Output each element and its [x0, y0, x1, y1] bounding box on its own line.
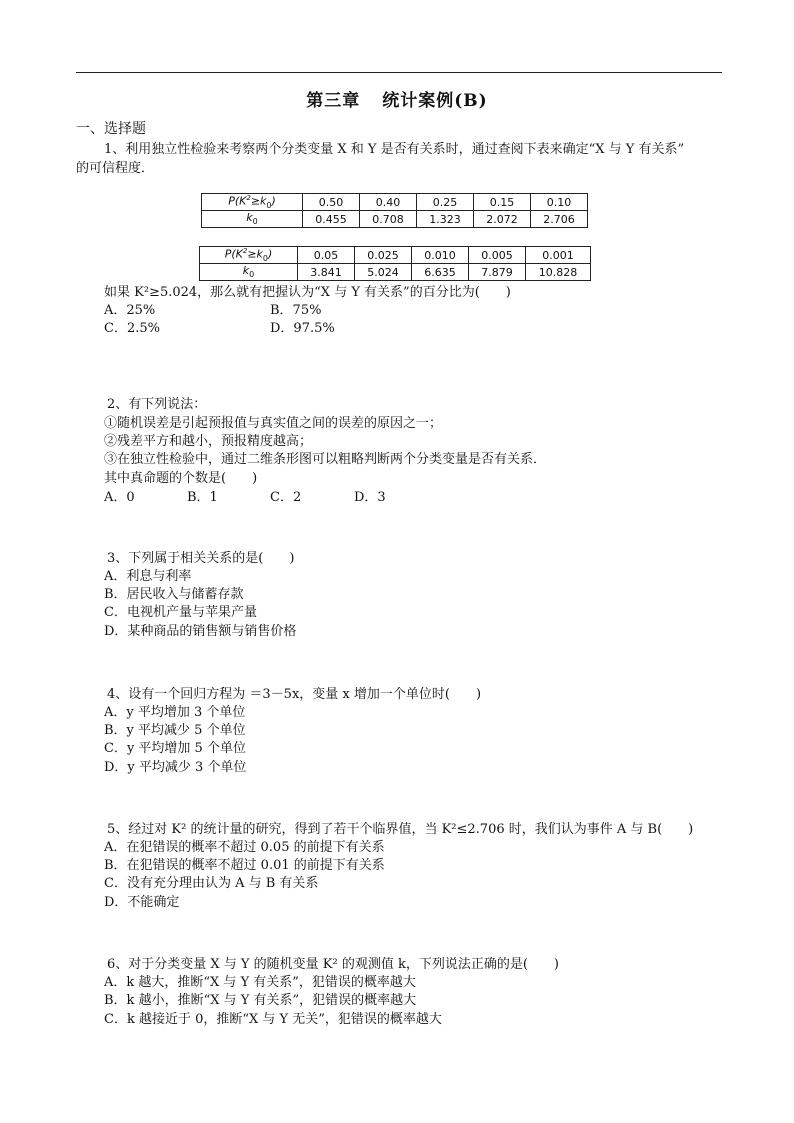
table-row	[200, 264, 591, 281]
q6-option-a: A．k 越大，推断“X 与 Y 有关系”，犯错误的概率越大	[104, 975, 416, 990]
q4-option-c: C．y 平均增加 5 个单位	[104, 741, 246, 756]
q4-stem: 4、设有一个回归方程为 ＝3－5x，变量 x 增加一个单位时( )	[107, 687, 482, 702]
q3-option-c: C．电视机产量与苹果产量	[104, 605, 257, 620]
table-row-label: $k_0$	[200, 264, 298, 281]
table-row-label: $k_0$	[202, 211, 303, 228]
q1-option-a: A．25%	[104, 303, 156, 318]
table-row	[202, 194, 588, 211]
table-row-label: $P(K^2\ge k_0)$	[202, 194, 303, 211]
table-row	[200, 247, 591, 264]
table-cell: 0.010	[412, 247, 469, 264]
header-rule	[76, 72, 722, 73]
q2-stem: 2、有下列说法：	[107, 397, 207, 412]
q3-option-a: A．利息与利率	[104, 569, 192, 584]
table-cell: 6.635	[412, 264, 469, 281]
q5-option-b: B．在犯错误的概率不超过 0.01 的前提下有关系	[104, 858, 385, 873]
table-cell: 0.15	[474, 194, 531, 211]
q3-option-d: D．某种商品的销售额与销售价格	[104, 624, 297, 639]
q5-option-c: C．没有充分理由认为 A 与 B 有关系	[104, 876, 319, 891]
table-cell: 0.10	[531, 194, 588, 211]
page-title	[0, 86, 794, 111]
q2-statement-3: ③在独立性检验中，通过二维条形图可以粗略判断两个分类变量是否有关系．	[104, 452, 547, 467]
q3-option-b: B．居民收入与储蓄存款	[104, 587, 244, 602]
q2-option-c: C．2	[270, 490, 302, 505]
table-cell: 3.841	[298, 264, 355, 281]
q2-statement-2: ②残差平方和越小，预报精度越高；	[104, 434, 313, 449]
chapter-label: 第三章	[306, 91, 361, 111]
q2-statement-1: ①随机误差是引起预报值与真实值之间的误差的原因之一；	[104, 416, 443, 431]
table-cell: 7.879	[469, 264, 526, 281]
critical-value-table-1	[201, 193, 588, 228]
table-cell: 5.024	[355, 264, 412, 281]
q2-option-b: B．1	[187, 490, 218, 505]
q5-stem: 5、经过对 K² 的统计量的研究，得到了若干个临界值，当 K²≤2.706 时，我们认为事件 A 与 B( )	[107, 822, 694, 837]
critical-value-table-2	[199, 246, 591, 281]
q1-question: 如果 K²≥5.024，那么就有把握认为“X 与 Y 有关系”的百分比为( )	[104, 285, 511, 300]
q1-option-d: D．97.5%	[270, 321, 335, 336]
table-cell: 0.25	[417, 194, 474, 211]
section-heading: 一、选择题	[76, 121, 146, 137]
table-row-label: $P(K^2\ge k_0)$	[200, 247, 298, 264]
q1-option-c: C．2.5%	[104, 321, 160, 336]
q5-option-d: D．不能确定	[104, 895, 180, 910]
table-cell: 0.708	[360, 211, 417, 228]
q2-option-a: A．0	[104, 490, 135, 505]
table-cell: 2.072	[474, 211, 531, 228]
table-cell: 0.40	[360, 194, 417, 211]
table-cell: 0.455	[303, 211, 360, 228]
q6-option-c: C．k 越接近于 0，推断“X 与 Y 无关”，犯错误的概率越大	[104, 1012, 442, 1027]
table-cell: 0.50	[303, 194, 360, 211]
table-cell: 10.828	[526, 264, 591, 281]
q5-option-a: A．在犯错误的概率不超过 0.05 的前提下有关系	[104, 840, 385, 855]
q6-option-b: B．k 越小，推断“X 与 Y 有关系”，犯错误的概率越大	[104, 993, 417, 1008]
q4-option-a: A．y 平均增加 3 个单位	[104, 705, 246, 720]
q4-option-b: B．y 平均减少 5 个单位	[104, 723, 246, 738]
table-cell: 2.706	[531, 211, 588, 228]
table-cell: 0.025	[355, 247, 412, 264]
table-cell: 0.005	[469, 247, 526, 264]
q1-stem-line2: 的可信程度．	[76, 161, 155, 176]
q4-option-d: D．y 平均减少 3 个单位	[104, 760, 247, 775]
q2-option-d: D．3	[354, 490, 386, 505]
q2-question: 其中真命题的个数是( )	[104, 471, 258, 486]
q3-stem: 3、下列属于相关关系的是( )	[107, 551, 295, 566]
table-row	[202, 211, 588, 228]
q1-option-b: B．75%	[270, 303, 322, 318]
table-cell: 0.001	[526, 247, 591, 264]
chapter-name: 统计案例(B)	[382, 91, 488, 111]
table-cell: 0.05	[298, 247, 355, 264]
table-cell: 1.323	[417, 211, 474, 228]
q1-stem-line1: 1、利用独立性检验来考察两个分类变量 X 和 Y 是否有关系时，通过查阅下表来确定“X 与 Y 有关系”	[104, 142, 685, 157]
q6-stem: 6、对于分类变量 X 与 Y 的随机变量 K² 的观测值 k，下列说法正确的是( )	[107, 957, 559, 972]
